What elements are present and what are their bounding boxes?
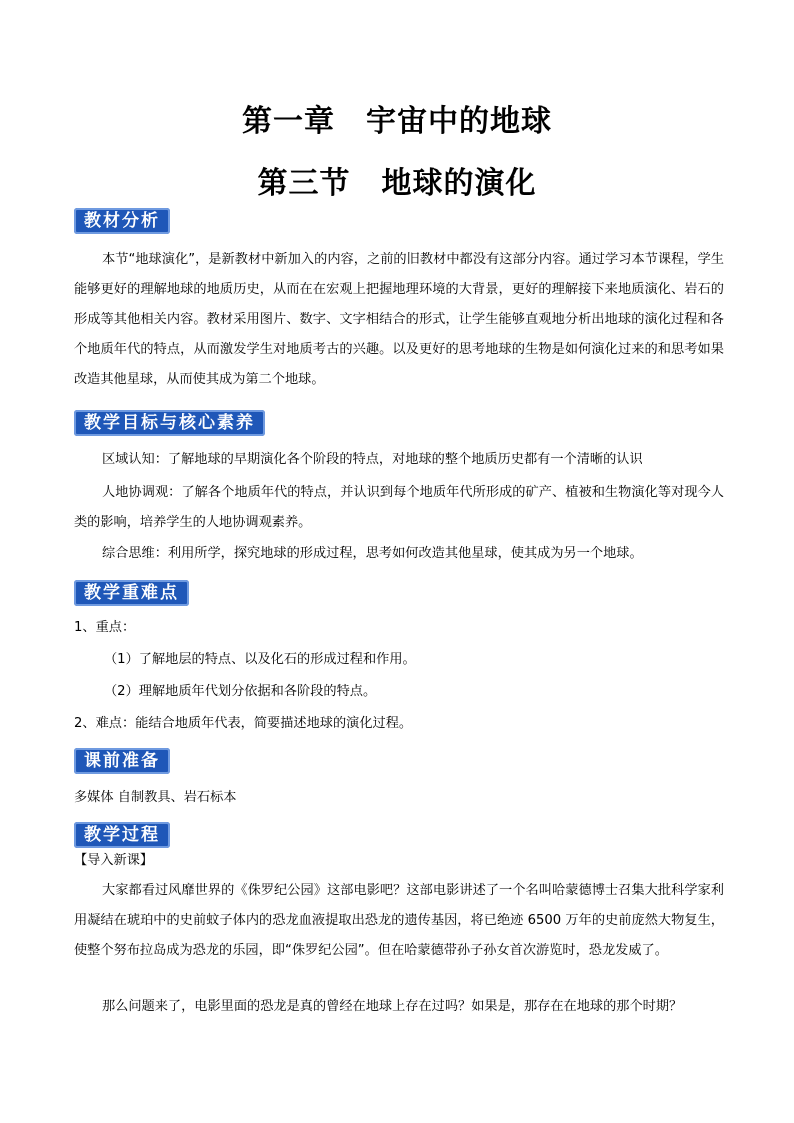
- intro-paragraph: 大家都看过风靡世界的《侏罗纪公园》这部电影吧？这部电影讲述了一个名叫哈蒙德博士召集大批科学家利用凝结在琥珀中的史前蚊子体内的恐龙血液提取出恐龙的遗传基因，将已绝迹 6500 万年的史前庞然大物复生，使整个努布拉岛成为恐龙的乐园，即“侏罗纪公园”。但在哈蒙德带孙子孙女首次游览时，恐龙发威了。: [74, 883, 724, 958]
- prep-text: 多媒体 自制教具、岩石标本: [74, 790, 237, 805]
- intro-label: 【导入新课】: [74, 853, 154, 868]
- chapter-title: 第一章 宇宙中的地球: [242, 104, 552, 139]
- key-points-badge: 教学重难点: [74, 580, 189, 606]
- goals-badge: 教学目标与核心素养: [74, 410, 265, 436]
- goal-region: 区域认知：了解地球的早期演化各个阶段的特点，对地球的整个地质历史都有一个清晰的认识: [102, 452, 643, 467]
- question-paragraph: 那么问题来了，电影里面的恐龙是真的曾经在地球上存在过吗？如果是，那存在在地球的那个时期？: [102, 999, 683, 1014]
- difficulty-heading: 2、难点：能结合地质年代表，简要描述地球的演化过程。: [74, 716, 413, 731]
- analysis-badge: 教材分析: [74, 208, 170, 234]
- goal-human-earth: 人地协调观：了解各个地质年代的特点，并认识到每个地质年代所形成的矿产、植被和生物演化等对现今人类的影响，培养学生的人地协调观素养。: [74, 485, 724, 530]
- key-point-item: （2）理解地质年代划分依据和各阶段的特点。: [104, 684, 377, 699]
- key-point-heading: 1、重点：: [74, 620, 136, 635]
- key-point-item: （1）了解地层的特点、以及化石的形成过程和作用。: [104, 652, 416, 667]
- prep-badge: 课前准备: [74, 748, 170, 774]
- process-badge: 教学过程: [74, 822, 170, 848]
- goal-synthesis: 综合思维：利用所学，探究地球的形成过程，思考如何改造其他星球，使其成为另一个地球。: [102, 546, 643, 561]
- analysis-paragraph: 本节“地球演化”，是新教材中新加入的内容，之前的旧教材中都没有这部分内容。通过学习本节课程，学生能够更好的理解地球的地质历史，从而在在宏观上把握地理环境的大背景，更好的理解接下来地质演化、岩石的形成等其他相关内容。教材采用图片、数字、文字相结合的形式，让学生能够直观地分析出地球的演化过程和各个地质年代的特点，从而激发学生对地质考古的兴趣。以及更好的思考地球的生物是如何演化过来的和思考如果改造其他星球，从而使其成为第二个地球。: [74, 252, 724, 387]
- section-title: 第三节 地球的演化: [257, 166, 537, 201]
